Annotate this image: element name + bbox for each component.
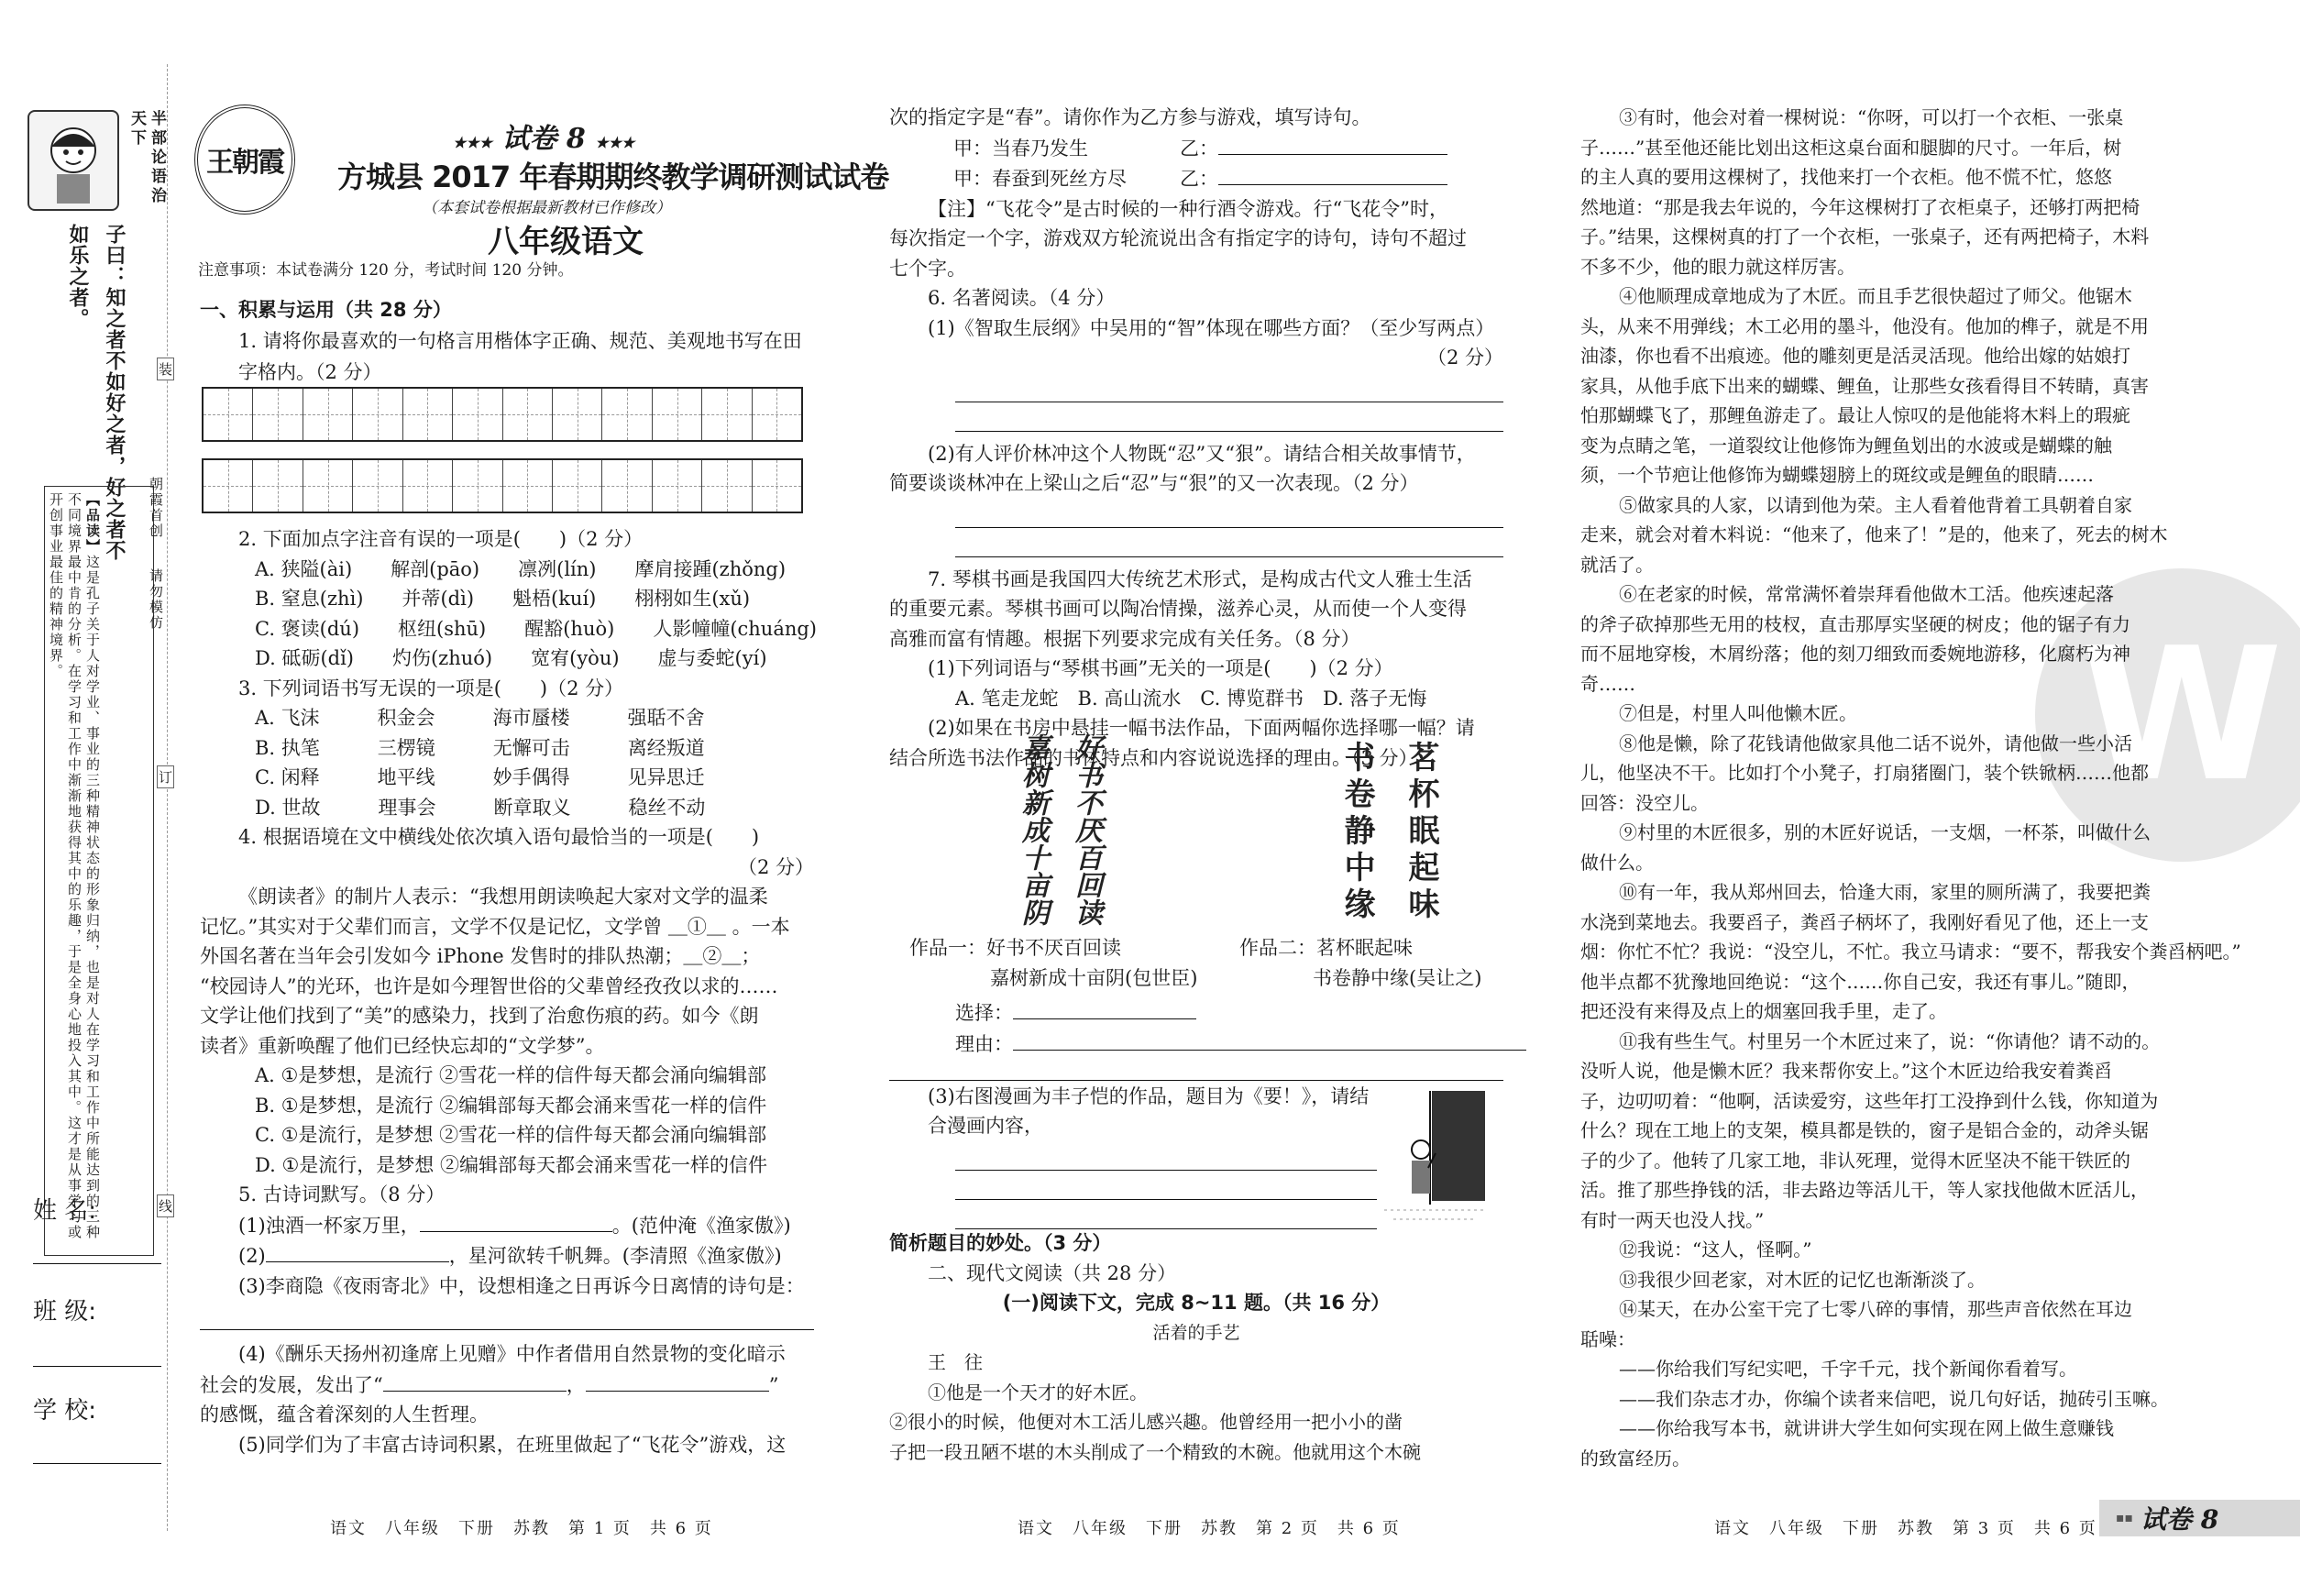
poem-4-close: ” — [768, 1373, 779, 1396]
corner-tag-label: 试卷 8 — [2140, 1504, 2219, 1535]
game-yi-2: 乙： — [1180, 168, 1218, 190]
work-1-col-2: 嘉树新成十亩阴 — [1017, 733, 1049, 926]
name-field[interactable] — [33, 1263, 161, 1264]
option-2d[interactable]: D. 砥砺(dǐ) 灼伤(zhuó) 宽宥(yòu) 虚与委蛇(yí) — [255, 647, 767, 669]
article-paragraph: 做什么。 — [1580, 851, 1654, 874]
article-paragraph: 油漆，你也看不出痕迹。他的雕刻更是活灵活现。他给出嫁的姑娘打 — [1580, 345, 2130, 367]
article-paragraph: 头，从来不用弹线；木工必用的墨斗，他没有。他加的榫子，就是不用 — [1580, 314, 2149, 337]
article-paragraph: ⑧他是懒，除了花钱请他做家具他二话不说外，请他做一些小活 — [1619, 732, 2132, 754]
poem-2-blank[interactable] — [266, 1240, 449, 1262]
question-2: 2. 下面加点字注音有误的一项是( )（2 分） — [238, 528, 644, 550]
work-2-col-1: 茗杯眠起味 — [1403, 741, 1439, 924]
choice-field[interactable] — [1013, 997, 1196, 1019]
question-7-cont: 的重要元素。琴棋书画可以陶冶情操，滋养心灵，从而使一个人变得 — [889, 598, 1467, 620]
work-2-caption-line: 作品二：茗杯眠起味 — [1239, 937, 1413, 959]
answer-line[interactable] — [955, 373, 1503, 402]
poem-4: (4)《酬乐天扬州初逢席上见赠》中作者借用自然景物的变化暗示 — [238, 1343, 786, 1365]
passage-line: “校园诗人”的光环，也许是如今理智世俗的父辈曾经孜孜以求的…… — [200, 974, 778, 997]
poem-1-source: 。(范仲淹《渔家傲》) — [611, 1214, 791, 1237]
article-paragraph: 就活了。 — [1580, 553, 1654, 576]
margin-label-2: 请勿模仿 — [148, 568, 164, 631]
pindu-text — [45, 487, 104, 1248]
bind-char-2: 订 — [157, 765, 174, 788]
article-title: (一)阅读下文，完成 8~11 题。（共 16 分） — [1002, 1292, 1391, 1314]
poem-2 — [200, 1240, 814, 1271]
article-paragraph: ⑬我很少回老家，对木匠的记忆也渐渐淡了。 — [1619, 1268, 1986, 1291]
poem-4-lead: 社会的发展，发出了“ — [200, 1373, 383, 1396]
reason-extra-line[interactable] — [889, 1080, 1503, 1081]
article-paragraph: 走来，就会对着木料说：“他来了，他来了！”是的，他来了，死去的树木 — [1580, 523, 2168, 545]
article-paragraph: 子把一段丑陋不堪的木头削成了一个精致的木碗。他就用这个木碗 — [889, 1440, 1421, 1463]
option-2b[interactable]: B. 窒息(zhì) 并蒂(dì) 魁梧(kuí) 栩栩如生(xǔ) — [255, 588, 751, 610]
article-paragraph: 子。”结果，这棵树真的打了一个衣柜，一张桌子，还有两把椅子，木料 — [1580, 226, 2150, 248]
article-paragraph: 把还没有来得及点上的烟塞回我手里，走了。 — [1580, 1000, 1947, 1022]
star-icon: ★★★ — [453, 134, 493, 151]
answer-line[interactable] — [955, 499, 1503, 528]
article-paragraph: 聒噪： — [1580, 1327, 1635, 1350]
passage-line: 读者》重新唤醒了他们已经快忘却的“文学梦”。 — [200, 1034, 605, 1057]
option-4d[interactable]: D. ①是流行，是梦想 ②编辑部每天都会涌来雪花一样的信件 — [255, 1153, 767, 1176]
section-2 — [889, 1228, 1503, 1467]
mascot-icon — [29, 112, 117, 209]
article-paragraph: 子，边叨叨着：“他啊，活读爱穷，这些年打工没挣到什么钱，你知道为 — [1580, 1089, 2159, 1112]
game-answer-2[interactable] — [1218, 163, 1447, 185]
work-1-caption-line: 嘉树新成十亩阴(包世臣) — [990, 966, 1198, 989]
corner-tag — [2099, 1500, 2300, 1536]
article-paragraph: 家具，从他手底下出来的蝴蝶、鲤鱼，让那些女孩看得目不转睛，真害 — [1580, 374, 2149, 397]
game-note: 每次指定一个字，游戏双方轮流说出含有指定字的诗句，诗句不超过 — [889, 227, 1467, 249]
article-paragraph: 烟：你忙不忙？我说：“没空儿，不忙。我立马请求：“要不，帮我安个粪舀柄吧。” — [1580, 941, 2241, 963]
subject-title: 八年级语文 — [488, 224, 644, 260]
article-paragraph: ⑪我有些生气。村里另一个木匠过来了，说：“你请他？请不动的。 — [1619, 1029, 2161, 1052]
tianzige-row-1[interactable] — [202, 387, 803, 442]
article-paragraph: 的致富经历。 — [1580, 1447, 1690, 1469]
article-paragraph: 什么？现在工地上的支架，模具都是铁的，窗子是铝合金的，动斧头锯 — [1580, 1119, 2149, 1141]
option-4a[interactable]: A. ①是梦想，是流行 ②雪花一样的信件每天都会涌向编辑部 — [255, 1064, 767, 1086]
option-2a[interactable]: A. 狭隘(ài) 解剖(pāo) 凛冽(lín) 摩肩接踵(zhǒng) — [255, 557, 787, 580]
article-paragraph: ——你给我写本书，就讲讲大学生如何实现在网上做生意赚钱 — [1619, 1417, 2114, 1439]
article-paragraph: ⑥在老家的时候，常常满怀着崇拜看他做木工活。他疾速起落 — [1619, 583, 2114, 605]
brand-name: 王朝霞 — [206, 147, 283, 179]
cartoon-drawing-icon — [1375, 1085, 1494, 1223]
game-answer-1[interactable] — [1218, 133, 1447, 155]
game-yi-1: 乙： — [1180, 137, 1218, 160]
column-1 — [200, 295, 814, 388]
poem-2-number: (2) — [238, 1245, 266, 1267]
article-paragraph: 子……”甚至他还能比划出这柜这桌台面和腿脚的尺寸。一年后，树 — [1580, 136, 2122, 159]
poem-4-blank-1[interactable] — [383, 1370, 567, 1392]
poem-3: (3)李商隐《夜雨寄北》中，设想相逢之日再诉今日离情的诗句是： — [238, 1274, 805, 1297]
article-paragraph: ⑫我说：“这人，怪啊。” — [1619, 1238, 1812, 1260]
exam-title: 方城县 2017 年春期期终教学调研测试试卷 — [337, 160, 889, 194]
name-label: 姓 名: — [33, 1197, 97, 1225]
choice-label: 选择： — [955, 1002, 1013, 1024]
reason-label: 理由： — [955, 1032, 1013, 1055]
article-paragraph: ⑨村里的木匠很多，别的木匠好说话，一支烟，一杯茶，叫做什么 — [1619, 821, 2151, 843]
bind-char-1: 装 — [157, 358, 174, 380]
choice-label-line — [955, 997, 1526, 1029]
pindu-box — [44, 486, 154, 1256]
choice-lines — [955, 997, 1526, 1059]
school-field[interactable] — [33, 1463, 161, 1464]
poem-5: (5)同学们为了丰富古诗词积累，在班里做起了“飞花令”游戏，这 — [238, 1433, 787, 1456]
option-3d[interactable]: D. 世故 理事会 断章取义 稳丝不动 — [255, 796, 706, 819]
calligraphy-work-1 — [990, 733, 1128, 935]
game-line-2 — [889, 163, 1503, 194]
sidebar — [28, 110, 165, 1540]
article-author: 活着的手艺 — [1152, 1322, 1240, 1343]
question-7-2-cont: 结合所选书法作品的书体特点和内容说说选择的理由。（3 分） — [889, 746, 1418, 769]
exam-note: （本套试卷根据最新教材已作修改） — [422, 199, 671, 217]
passage-line: 记忆。”其实对于父辈们而言，文学不仅是记忆，文学曾 ＿①＿ 。一本 — [200, 915, 790, 938]
option-3a[interactable]: A. 飞沫 积金会 海市蜃楼 强聒不舍 — [255, 707, 705, 729]
answer-line[interactable] — [955, 402, 1503, 432]
article-paragraph: ②很小的时候，他便对木工活儿感兴趣。他曾经用一把小小的凿 — [889, 1411, 1403, 1433]
calligraphy-work-2 — [1320, 741, 1458, 924]
school-label: 学 校: — [33, 1397, 97, 1425]
star-icon: ★★★ — [595, 134, 635, 151]
article-paragraph: 变为点睛之笔，一道裂纹让他修饰为鲤鱼划出的水波或是蝴蝶的触 — [1580, 434, 2112, 457]
page-footer-2: 语文 八年级 下册 苏教 第 2 页 共 6 页 — [1018, 1519, 1401, 1538]
series-label: 试卷 8 — [501, 123, 586, 155]
question-3: 3. 下列词语书写无误的一项是( )（2 分） — [238, 677, 624, 699]
work-2-caption — [1239, 933, 1481, 993]
option-2c[interactable]: C. 褒读(dú) 枢纽(shū) 醒豁(huò) 人影幢幢(chuáng) — [255, 617, 817, 640]
poem-2-given: ，星河欲转千帆舞。(李清照《渔家傲》) — [448, 1245, 782, 1267]
pindu-title: 【品读】 — [84, 492, 101, 555]
work-1-col-1: 好书不厌百回读 — [1070, 733, 1102, 926]
article-paragraph: ①他是一个天才的好木匠。 — [928, 1381, 1148, 1403]
page-footer-3: 语文 八年级 下册 苏教 第 3 页 共 6 页 — [1714, 1519, 2097, 1538]
answer-line[interactable] — [955, 1170, 1377, 1171]
poem-4-line: 社会的发展，发出了“ ， ” — [200, 1370, 814, 1401]
question-6-1: (1)《智取生辰纲》中吴用的“智”体现在哪些方面？（至少写两点） — [928, 316, 1495, 339]
article-paragraph: ⑭某天，在办公室干完了七零八碎的事情，那些声音依然在耳边 — [1619, 1298, 2132, 1320]
passage-line: 《朗读者》的制片人表示：“我想用朗读唤起大家对文学的温柔 — [238, 886, 768, 908]
poem-4-end: 的感慨，蕴含着深刻的人生哲理。 — [200, 1403, 489, 1425]
article-paragraph: ——我们杂志才办，你编个读者来信吧，说几句好话，抛砖引玉嘛。 — [1619, 1387, 2169, 1410]
column-1-questions — [200, 524, 817, 1459]
column-2 — [889, 103, 1503, 773]
article-paragraph: 不多不少，他的眼力就这样厉害。 — [1580, 255, 1855, 278]
brand-logo — [194, 105, 295, 215]
poem-3-answer[interactable] — [200, 1301, 814, 1330]
question-4-points: （2 分） — [737, 855, 814, 878]
question-7-1: (1)下列词语与“琴棋书画”无关的一项是( )（2 分） — [928, 657, 1393, 679]
section-heading: 一、积累与运用（共 28 分） — [200, 299, 452, 321]
question-6-2: (2)有人评价林冲这个人物既“忍”又“狠”。请结合相关故事情节， — [928, 442, 1476, 465]
article-paragraph: 奇…… — [1580, 672, 1635, 695]
article-paragraph: 须，一个节疤让他修饰为蝴蝶翅膀上的斑纹或是鲤鱼的眼睛…… — [1580, 464, 2094, 486]
game-line-1 — [889, 133, 1503, 164]
page-footer-1: 语文 八年级 下册 苏教 第 1 页 共 6 页 — [330, 1519, 713, 1538]
article-paragraph: 活。推了那些挣钱的活，非去路边等活儿干，等人家找他做木匠活儿， — [1580, 1179, 2149, 1201]
article-paragraph: 儿，他坚决不干。比如打个小凳子，打扇猪圈门，装个铁锨柄……他都 — [1580, 762, 2149, 784]
game-jia-2: 甲：春蚕到死丝方尽 — [953, 168, 1127, 190]
passage-line: 文学让他们找到了“美”的感染力，找到了治愈伤痕的药。如今《朗 — [200, 1005, 759, 1027]
question-7-3 — [889, 1082, 1384, 1140]
question-1: 1. 请将你最喜欢的一句格言用楷体字正确、规范、美观地书写在田字格内。（2 分） — [238, 329, 802, 383]
question-6: 6. 名著阅读。（4 分） — [928, 287, 1116, 309]
work-2-col-2: 书卷静中缘 — [1338, 741, 1375, 924]
article-paragraph: 然地道：“那是我去年说的，今年这棵树打了衣柜桌子，还够打两把椅 — [1580, 195, 2140, 218]
question-6-2-cont: 简要谈谈林冲在上梁山之后“忍”与“狠”的又一次表现。（2 分） — [889, 472, 1419, 494]
game-note: 七个字。 — [889, 257, 966, 280]
work-1-caption — [909, 933, 1197, 993]
article-paragraph: ③有时，他会对着一棵树说：“你呀，可以打一个衣柜、一张桌 — [1619, 106, 2124, 128]
option-3b[interactable]: B. 执笔 三楞镜 无懈可击 离经叛道 — [255, 736, 705, 759]
game-jia-1: 甲：当春乃发生 — [953, 137, 1088, 160]
article-paragraph: 水浇到菜地去。我要舀子，粪舀子柄坏了，我刚好看见了他，还上一支 — [1580, 910, 2149, 933]
article-paragraph: ⑤做家具的人家，以请到他为荣。主人看着他背着工具朝着自家 — [1619, 493, 2132, 516]
article-paragraph: ⑩有一年，我从郑州回去，恰逢大雨，家里的厕所满了，我要把粪 — [1619, 881, 2151, 903]
passage-line: 外国名著在当年会引发如今 iPhone 发售时的排队热潮；＿②＿； — [200, 945, 761, 967]
question-4: 4. 根据语境在文中横线处依次填入语句最恰当的一项是( ) — [238, 826, 760, 848]
tianzige-row-2[interactable] — [202, 458, 803, 513]
article-paragraph: ——你给我们写纪实吧，千字千元，找个新闻你看着写。 — [1619, 1358, 2077, 1380]
article-paragraph: 怕那蝴蝶飞了，那鲤鱼游走了。最让人惊叹的是他能将木料上的瑕疵 — [1580, 404, 2130, 426]
class-label: 班 级: — [33, 1298, 97, 1326]
poem-1-given: (1)浊酒一杯家万里， — [238, 1214, 420, 1237]
article-paragraph: 而不屈地穿梭，木屑纷落；他的刻刀细致而委婉地游移，化腐朽为神 — [1580, 643, 2130, 665]
poem-1-blank[interactable] — [420, 1210, 612, 1232]
question-7-cont: 高雅而富有情趣。根据下列要求完成有关任务。（8 分） — [889, 627, 1360, 650]
fold-line-left — [167, 64, 168, 1531]
sidebar-quote: 子曰：知之者不如好之者，好之者不如乐之者。 — [66, 224, 126, 561]
class-field[interactable] — [33, 1366, 161, 1367]
game-note: 【注】“飞花令”是古时候的一种行酒令游戏。行“飞花令”时， — [928, 197, 1448, 220]
section-heading: 简析题目的妙处。（3 分） — [889, 1232, 1112, 1254]
option-4b[interactable]: B. ①是梦想，是流行 ②编辑部每天都会涌来雪花一样的信件 — [255, 1094, 767, 1117]
option-4c[interactable]: C. ①是流行，是梦想 ②雪花一样的信件每天都会涌向编辑部 — [255, 1124, 767, 1146]
question-5: 5. 古诗词默写。（8 分） — [238, 1183, 446, 1205]
question-7-3-text: (3)右图漫画为丰子恺的作品，题目为《要！》，请结合漫画内容， — [928, 1085, 1370, 1137]
option-3c[interactable]: C. 闲释 地平线 妙手偶得 见异思迁 — [255, 766, 705, 788]
article-paragraph: ④他顺理成章地成为了木匠。而且手艺很快超过了师父。他锯木 — [1619, 285, 2132, 307]
margin-label-1: 朝霞首创 — [148, 477, 164, 539]
bind-char-3: 线 — [157, 1194, 174, 1217]
article-paragraph: 他半点都不犹豫地回绝说：“这个……你自己安，我还有事儿。”随即， — [1580, 970, 2140, 993]
article-paragraph: 的主人真的要用这棵树了，找他来打一个衣柜。他不慌不忙，悠悠 — [1580, 166, 2112, 188]
article-paragraph: ⑦但是，村里人叫他懒木匠。 — [1619, 702, 1857, 724]
answer-line[interactable] — [955, 528, 1503, 557]
mascot-image — [28, 110, 119, 211]
question-7: 7. 琴棋书画是我国四大传统艺术形式，是构成古代文人雅士生活 — [928, 567, 1472, 590]
article-paragraph: 回答：没空儿。 — [1580, 791, 1709, 814]
question-7-2: (2)如果在书房中悬挂一幅书法作品，下面两幅你选择哪一幅？请 — [928, 717, 1475, 739]
work-2-caption-line: 书卷静中缘(吴让之) — [1313, 966, 1482, 989]
series-tag — [453, 116, 634, 156]
reason-field[interactable] — [1013, 1029, 1526, 1051]
reading-intro: 二、现代文阅读（共 28 分） — [928, 1261, 1177, 1284]
exam-notice: 注意事项：本试卷满分 120 分，考试时间 120 分钟。 — [198, 261, 574, 280]
reason-label-line — [955, 1029, 1526, 1060]
poem-1 — [200, 1210, 814, 1241]
answer-line[interactable] — [955, 1199, 1377, 1200]
question-6-1-points: （2 分） — [1426, 347, 1503, 369]
watermark-glyph: W — [2080, 608, 2283, 822]
article-paragraph: 有时一两天也没人找。” — [1580, 1208, 1765, 1231]
article-paragraph: 王 往 — [928, 1351, 983, 1373]
corner-dots-icon: ▪▪ — [2116, 1511, 2133, 1525]
pindu-body: 这是孔子关于人对学业、事业的三种精神状态的形象归纳，也是对人在学习和工作中所能达到的三种不同境界最中肯的分析。在学习和工作中渐渐地获得其中的乐趣，于是全身心地投入其中。这才是从事学习或开创事业最佳的精神境界。 — [48, 492, 101, 1240]
article-paragraph: 子的少了。他转了几家工地，非认死理，觉得木匠坚决不能干铁匠的 — [1580, 1149, 2130, 1172]
sidebar-slogan: 半部论语治天下 — [127, 110, 166, 206]
work-1-caption-line: 作品一：好书不厌百回读 — [909, 937, 1121, 959]
article-paragraph: 的斧子砍掉那些无用的枝杈，直击那厚实坚硬的树皮；他的锯子有力 — [1580, 612, 2130, 635]
poem-5-cont: 次的指定字是“春”。请你作为乙方参与游戏，填写诗句。 — [889, 106, 1371, 128]
cartoon-image — [1375, 1085, 1494, 1223]
article-paragraph: 没听人说，他是懒木匠？我来帮你安上。”这个木匠边给我安着粪舀 — [1580, 1060, 2113, 1082]
options-7-1[interactable]: A. 笔走龙蛇 B. 高山流水 C. 博览群书 D. 落子无悔 — [955, 687, 1427, 710]
poem-4-blank-2[interactable] — [586, 1370, 769, 1392]
column-3 — [1580, 103, 2241, 1473]
